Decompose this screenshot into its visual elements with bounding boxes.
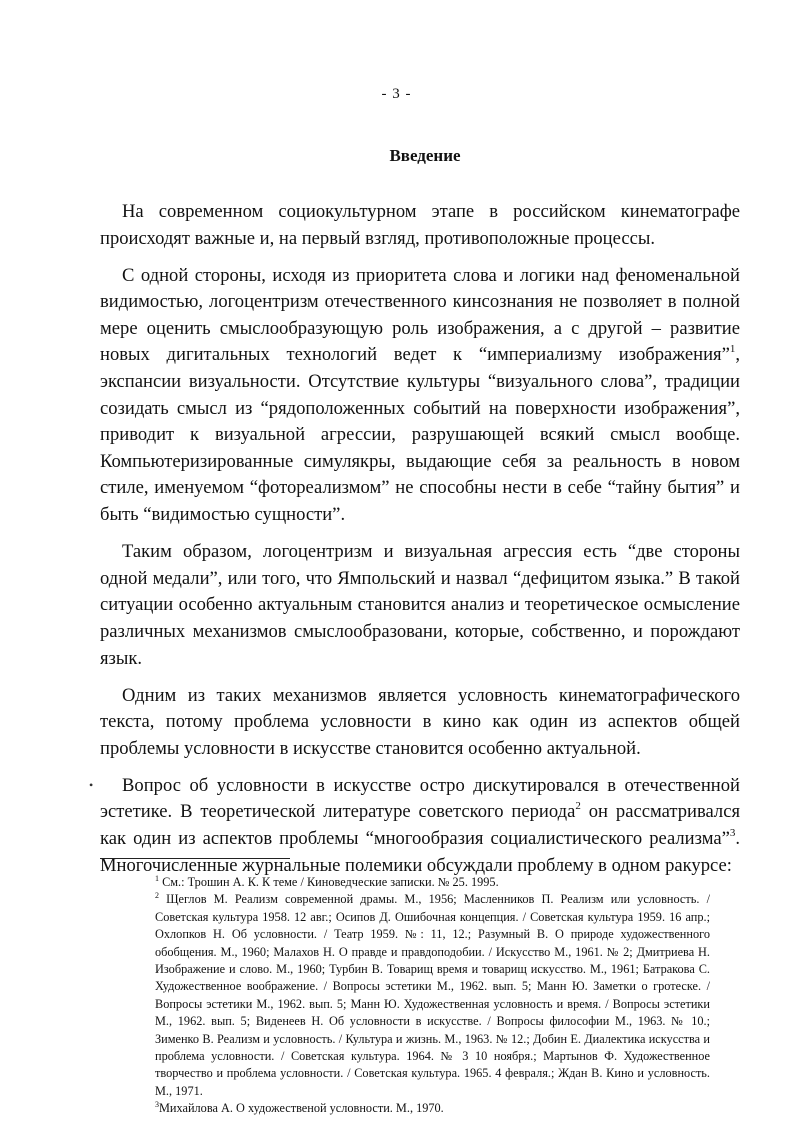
paragraph-text: На современном социокультурном этапе в российском кинематографе происходят важные и, на первый взгляд, противоположные процессы. xyxy=(100,201,740,249)
paragraph-text: Вопрос об условности в искусстве остро дискутировался в отечественной эстетике. В теоретической литературе советского периода xyxy=(100,774,740,823)
page-number: - 3 - xyxy=(381,86,412,102)
paragraph-1 xyxy=(100,199,740,252)
paragraph-text: он рассматривался как один из аспектов проблемы “многообразия социалистического реализма” xyxy=(100,801,740,850)
paragraph-4 xyxy=(100,683,740,763)
footnotes xyxy=(155,874,710,1118)
paragraph-text: , экспансии визуальности. Отсутствие культуры “визуального слова”, традиции созидать смысл из “рядоположенных событий на поверхности изображения”, приводит к визуальной агрессии, разрушающей всякий смысл вообще. Компьютеризированные симулякры, выдающие себя за реальность в новом стиле, именуемом “фотореализмом” не способны нести в себе “тайну бытия” и быть “видимостью сущности”. xyxy=(100,344,740,526)
footnote-text: Щеглов М. Реализм современной драмы. М., 1956; Масленников П. Реализм или условность. / Советская культура 1958. 12 авг.; Осипов Д. Ошибочная концепция. / Советская культура 1959. 16 апр.; Охлопков Н. Об условности. / Театр 1959. №: 11, 12.; Разумный В. О природе художественного обобщения. М., 1960; Малахов Н. О правде и правдоподобии. / Искусство М., 1961. № 2; Дмитриева Н. Изображение и слово. М., 1960; Турбин В. Товарищ время и товарищ искусство. М., 1961; Батракова С. Художественное воображение. / Вопросы эстетики М., 1962. вып. 5; Манн Ю. Заметки о гротеске. / Вопросы эстетики М., 1962. вып. 5; Манн Ю. Художественная условность и время. / Вопросы эстетики М., 1962. вып. 5; Виденеев Н. Об условности в искусстве. / Вопросы философии М., 1963. № 10.; Зименко В. Реализм и условность. / Культура и жизнь. М., 1963. № 12.; Добин Е. Диалектика искусства и проблема условности. / Советская культура. 1964. № 3 10 ноября.; Мартынов Ф. Художественное творчество и проблема условности. / Советская культура. 1965. 4 февраля.; Ждан В. Кино и условность. М., 1971. xyxy=(155,892,710,1098)
footnote-ref-2[interactable]: 2 xyxy=(575,800,581,813)
footnote-number: 1 xyxy=(155,874,159,883)
paragraph-3 xyxy=(100,539,740,672)
footnote-ref-1[interactable]: 1 xyxy=(729,343,736,356)
paragraph-text: . Многочисленные журнальные полемики обсуждали проблему в одном ракурсе: xyxy=(100,828,740,876)
section-title: Введение xyxy=(389,146,461,165)
footnote-number: 3 xyxy=(155,1100,159,1110)
footnote-text: См.: Трошин А. К. К теме / Киноведческие записки. № 25. 1995. xyxy=(159,875,499,889)
paragraph-text: С одной стороны, исходя из приоритета слова и логики над феноменальной видимостью, логоцентризм отечественного кинсознания не позволяет в полной мере оценить смыслообразующую роль изображения, а с другой – развитие новых дигитальных технологий ведет к “империализму изображения” xyxy=(100,264,740,366)
footnote-3 xyxy=(155,1100,710,1117)
main-text xyxy=(100,199,740,890)
footnote-2 xyxy=(155,891,710,1100)
footnote-ref-3[interactable]: 3 xyxy=(729,827,736,840)
footnote-1 xyxy=(155,874,710,891)
footnote-number: 2 xyxy=(155,891,159,901)
paragraph-text: Таким образом, логоцентризм и визуальная агрессия есть “две стороны одной медали”, или того, что Ямпольский и назвал “дефицитом языка.” В такой ситуации особенно актуальным становится анализ и теоретическое осмысление различных механизмов смыслообразовани, которые, собственно, и порождают язык. xyxy=(100,541,740,669)
footnote-text: Михайлова А. О художественой условности. М., 1970. xyxy=(159,1101,444,1116)
scan-artifact: • xyxy=(89,778,94,792)
paragraph-5 xyxy=(100,773,740,879)
paragraph-2 xyxy=(100,263,740,529)
paragraph-text: Одним из таких механизмов является условность кинематографического текста, потому проблема условности в кино как один из аспектов общей проблемы условности в искусстве становится особенно актуальной. xyxy=(100,684,740,759)
footnote-divider xyxy=(100,858,290,859)
